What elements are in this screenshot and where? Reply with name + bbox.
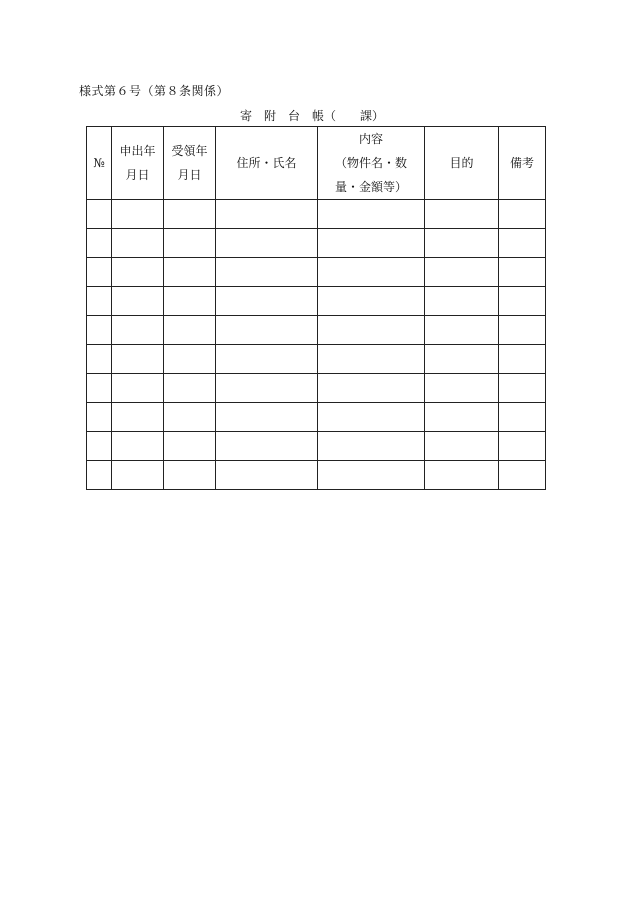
cell-contents[interactable] — [318, 258, 425, 287]
table-header — [87, 127, 546, 200]
cell-no[interactable] — [87, 229, 112, 258]
ledger-title: 寄 附 台 帳（ 課） — [240, 109, 385, 123]
cell-receipt-date[interactable] — [164, 287, 216, 316]
header-application-date — [112, 127, 164, 200]
table-body — [87, 200, 546, 490]
cell-contents[interactable] — [318, 374, 425, 403]
cell-remarks[interactable] — [499, 287, 546, 316]
table-row — [87, 461, 546, 490]
cell-application-date[interactable] — [112, 461, 164, 490]
header-purpose-line: 目的 — [449, 156, 474, 170]
cell-address-name[interactable] — [216, 200, 318, 229]
cell-contents[interactable] — [318, 229, 425, 258]
cell-contents[interactable] — [318, 461, 425, 490]
cell-no[interactable] — [87, 200, 112, 229]
cell-address-name[interactable] — [216, 316, 318, 345]
cell-remarks[interactable] — [499, 374, 546, 403]
cell-receipt-date[interactable] — [164, 200, 216, 229]
cell-contents[interactable] — [318, 316, 425, 345]
cell-address-name[interactable] — [216, 374, 318, 403]
cell-contents[interactable] — [318, 403, 425, 432]
donation-ledger-table — [86, 126, 546, 490]
cell-address-name[interactable] — [216, 258, 318, 287]
cell-no[interactable] — [87, 403, 112, 432]
cell-application-date[interactable] — [112, 258, 164, 287]
header-remarks — [499, 127, 546, 200]
cell-contents[interactable] — [318, 432, 425, 461]
header-address-name-line: 住所・氏名 — [236, 156, 297, 170]
cell-no[interactable] — [87, 461, 112, 490]
cell-remarks[interactable] — [499, 461, 546, 490]
cell-remarks[interactable] — [499, 345, 546, 374]
header-receipt-date-line: 月日 — [177, 168, 202, 182]
cell-no[interactable] — [87, 287, 112, 316]
cell-purpose[interactable] — [425, 258, 499, 287]
cell-remarks[interactable] — [499, 432, 546, 461]
cell-application-date[interactable] — [112, 432, 164, 461]
cell-no[interactable] — [87, 374, 112, 403]
cell-receipt-date[interactable] — [164, 374, 216, 403]
cell-remarks[interactable] — [499, 229, 546, 258]
table-row — [87, 258, 546, 287]
cell-no[interactable] — [87, 258, 112, 287]
cell-address-name[interactable] — [216, 345, 318, 374]
cell-purpose[interactable] — [425, 461, 499, 490]
table-row — [87, 316, 546, 345]
header-contents-line: （物件名・数 — [334, 156, 407, 170]
cell-receipt-date[interactable] — [164, 316, 216, 345]
cell-application-date[interactable] — [112, 345, 164, 374]
header-address-name — [216, 127, 318, 200]
cell-contents[interactable] — [318, 200, 425, 229]
cell-purpose[interactable] — [425, 200, 499, 229]
header-contents — [318, 127, 425, 200]
cell-remarks[interactable] — [499, 258, 546, 287]
cell-purpose[interactable] — [425, 403, 499, 432]
form-number: 様式第６号（第８条関係） — [79, 84, 230, 98]
header-receipt-date — [164, 127, 216, 200]
cell-application-date[interactable] — [112, 229, 164, 258]
cell-receipt-date[interactable] — [164, 229, 216, 258]
cell-purpose[interactable] — [425, 316, 499, 345]
cell-contents[interactable] — [318, 345, 425, 374]
cell-no[interactable] — [87, 432, 112, 461]
header-row — [87, 127, 546, 200]
header-no-line: № — [93, 156, 105, 170]
cell-receipt-date[interactable] — [164, 432, 216, 461]
cell-application-date[interactable] — [112, 200, 164, 229]
cell-purpose[interactable] — [425, 287, 499, 316]
cell-address-name[interactable] — [216, 287, 318, 316]
table-row — [87, 374, 546, 403]
cell-purpose[interactable] — [425, 432, 499, 461]
header-application-date-line: 申出年 — [119, 144, 156, 158]
cell-receipt-date[interactable] — [164, 403, 216, 432]
cell-remarks[interactable] — [499, 403, 546, 432]
cell-address-name[interactable] — [216, 403, 318, 432]
cell-receipt-date[interactable] — [164, 258, 216, 287]
header-contents-line: 内容 — [358, 132, 383, 146]
cell-address-name[interactable] — [216, 229, 318, 258]
cell-application-date[interactable] — [112, 374, 164, 403]
table-row — [87, 229, 546, 258]
header-remarks-line: 備考 — [509, 156, 534, 170]
table-row — [87, 345, 546, 374]
header-no — [87, 127, 112, 200]
header-contents-line: 量・金額等） — [334, 180, 407, 194]
cell-purpose[interactable] — [425, 345, 499, 374]
table-row — [87, 403, 546, 432]
cell-contents[interactable] — [318, 287, 425, 316]
cell-application-date[interactable] — [112, 403, 164, 432]
table-row — [87, 200, 546, 229]
table-row — [87, 432, 546, 461]
cell-application-date[interactable] — [112, 287, 164, 316]
cell-no[interactable] — [87, 345, 112, 374]
header-purpose — [425, 127, 499, 200]
cell-receipt-date[interactable] — [164, 461, 216, 490]
cell-application-date[interactable] — [112, 316, 164, 345]
cell-receipt-date[interactable] — [164, 345, 216, 374]
cell-purpose[interactable] — [425, 229, 499, 258]
cell-address-name[interactable] — [216, 461, 318, 490]
cell-address-name[interactable] — [216, 432, 318, 461]
cell-no[interactable] — [87, 316, 112, 345]
header-receipt-date-line: 受領年 — [171, 144, 208, 158]
cell-remarks[interactable] — [499, 200, 546, 229]
cell-purpose[interactable] — [425, 374, 499, 403]
header-application-date-line: 月日 — [125, 168, 150, 182]
cell-remarks[interactable] — [499, 316, 546, 345]
table-row — [87, 287, 546, 316]
